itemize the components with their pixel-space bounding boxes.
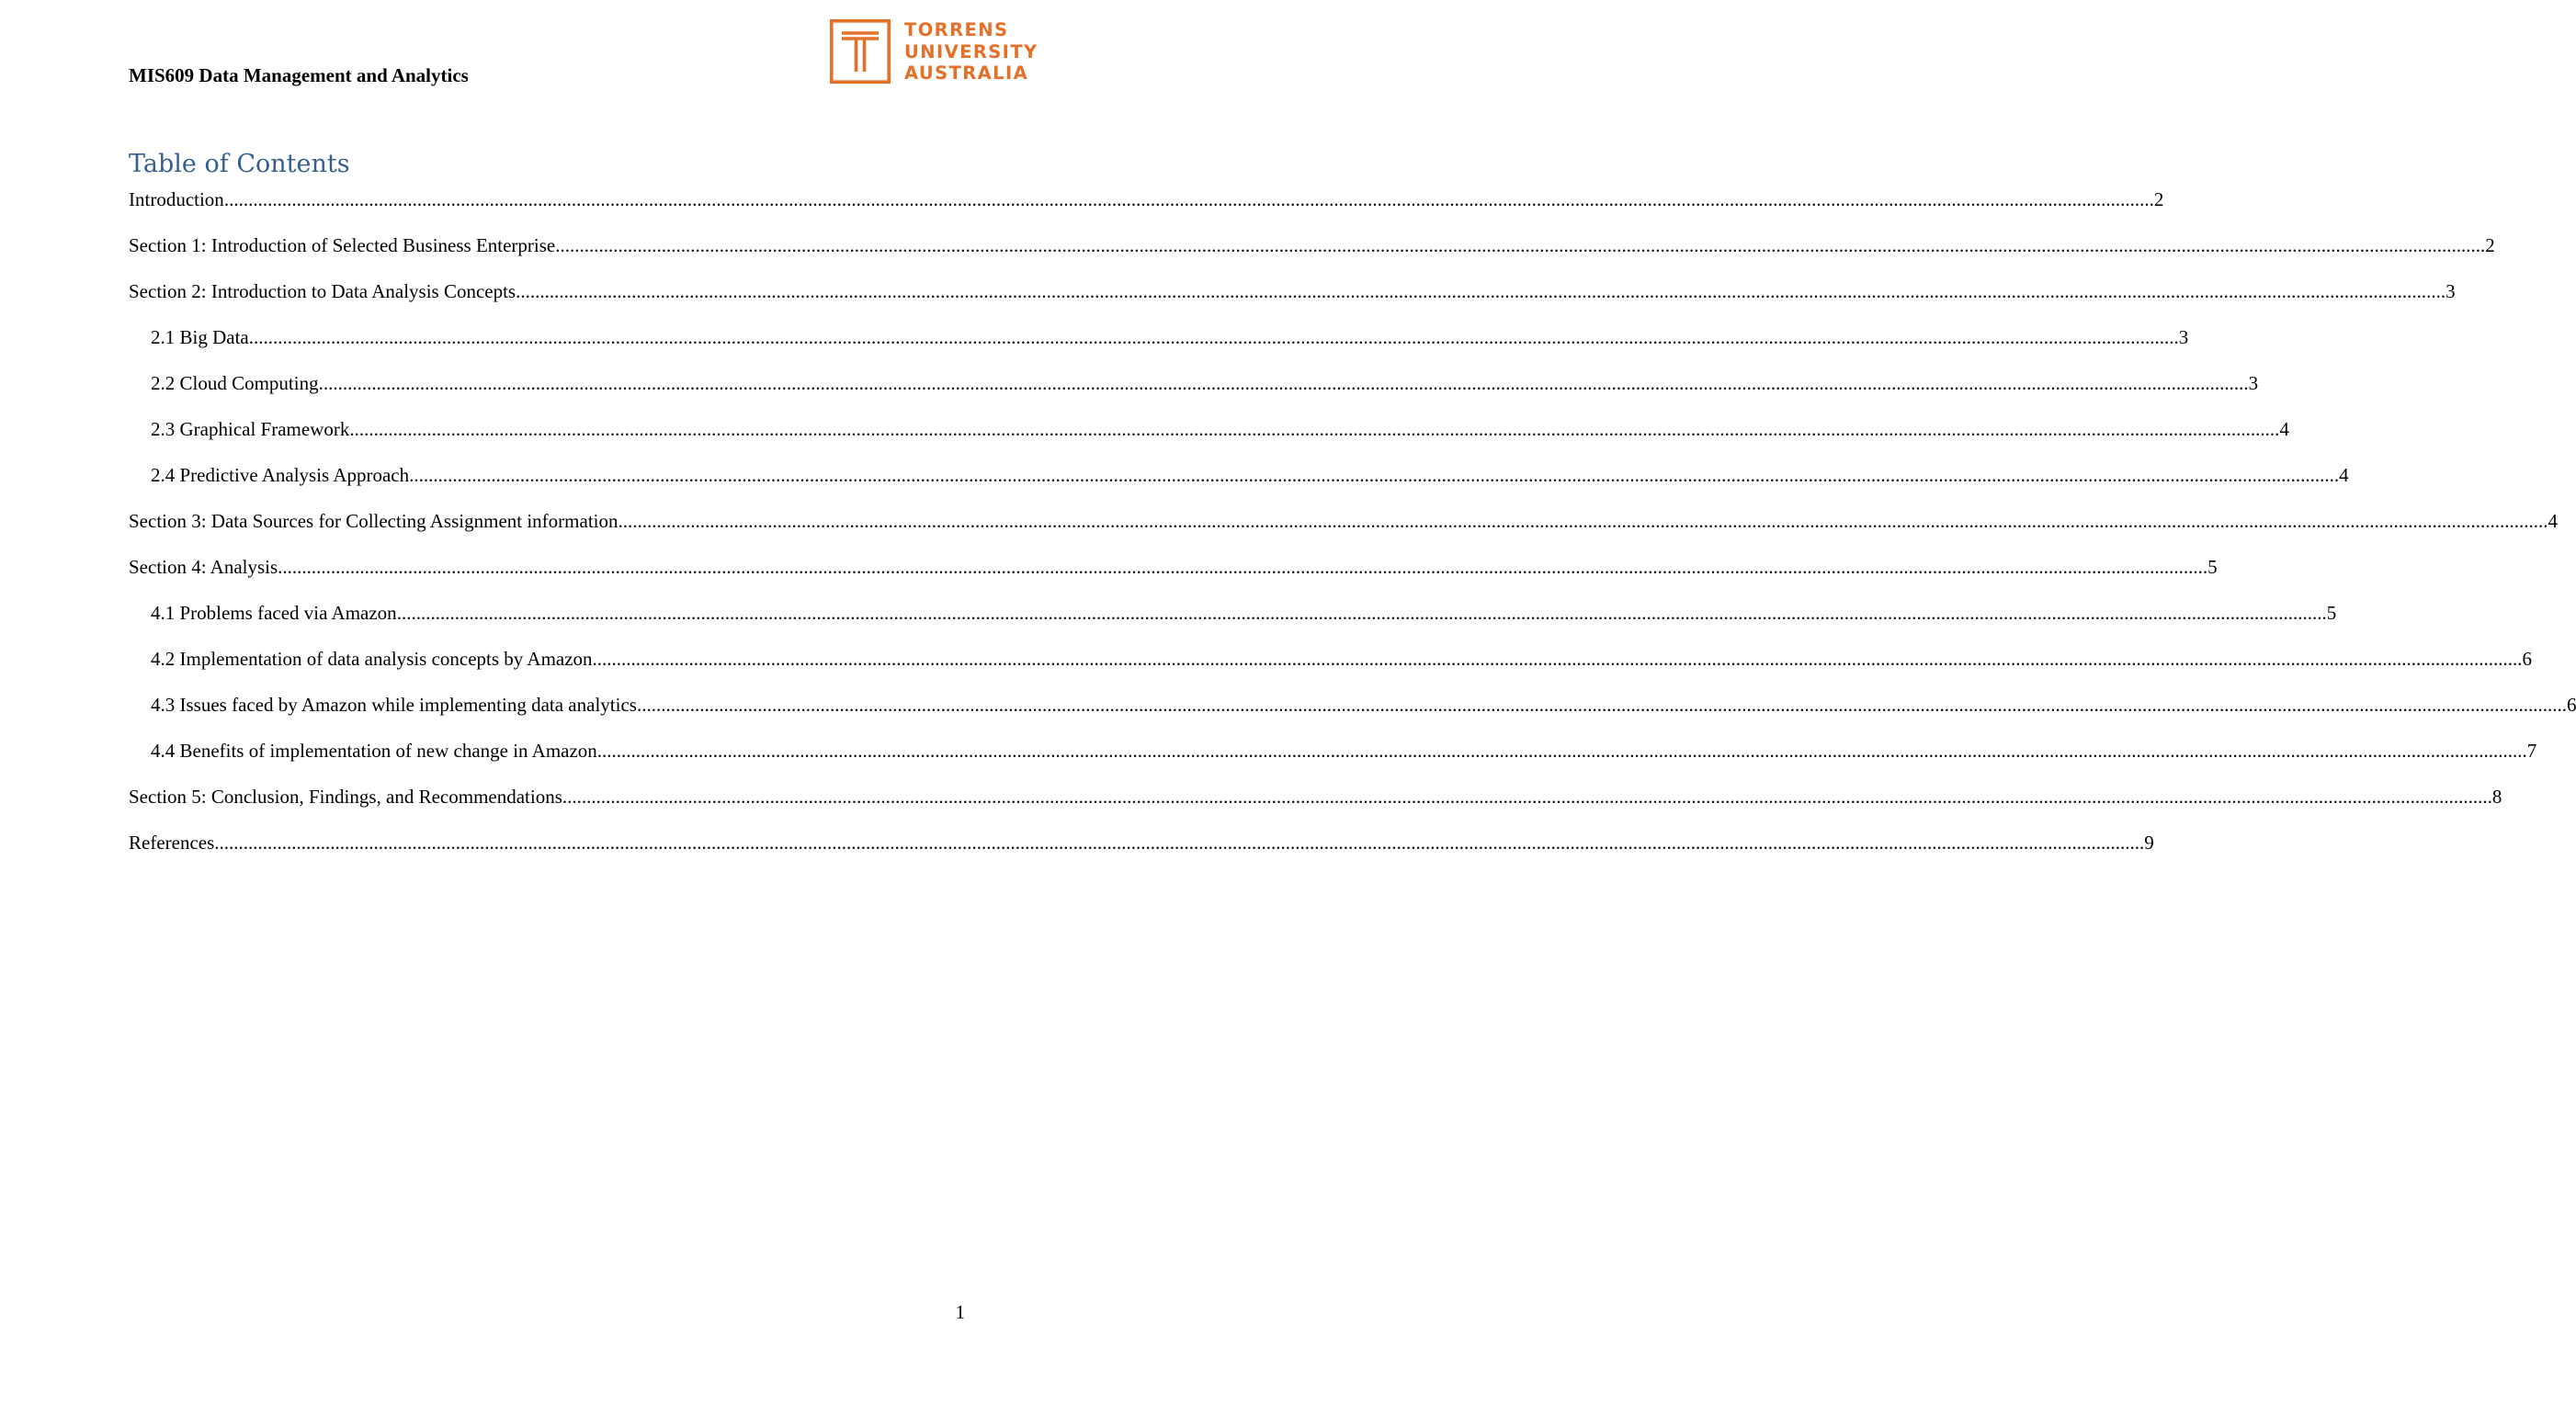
toc-entry-label: 4.1 Problems faced via Amazon [151,602,397,624]
toc-dot-leader: ................................................................................................................................................................................................................................................................................................................................................................................................................ [562,786,2492,808]
toc-entry[interactable] [129,415,2289,461]
toc-entry-label: 4.2 Implementation of data analysis concepts by Amazon [151,648,593,670]
toc-entry-page: 6 [2522,648,2533,670]
toc-dot-leader: ................................................................................................................................................................................................................................................................................................................................................................................................................ [248,326,2179,348]
toc-entry[interactable] [129,737,2537,783]
toc-entry[interactable] [129,277,2456,323]
toc-entry-page: 2 [2485,234,2495,256]
toc-entry-label: Section 1: Introduction of Selected Business Enterprise [129,234,556,256]
toc-dot-leader: ................................................................................................................................................................................................................................................................................................................................................................................................................ [555,234,2486,256]
running-header-title: MIS609 Data Management and Analytics [129,64,469,86]
toc-entry-label: Section 3: Data Sources for Collecting Assignment information [129,510,618,532]
toc-entry-label: References [129,832,215,854]
page-number: 1 [955,1301,965,1323]
logo-line-australia: AUSTRALIA [904,62,1029,84]
toc-entry[interactable] [129,553,2218,599]
toc-entry[interactable] [129,461,2349,507]
logo-line-university: UNIVERSITY [904,40,1038,62]
toc-entry-page: 3 [2445,280,2456,302]
toc-entry-label: 2.1 Big Data [151,326,249,348]
toc-entry-label: 2.4 Predictive Analysis Approach [151,464,410,486]
toc-entry[interactable] [129,599,2337,645]
toc-entry[interactable] [129,645,2533,691]
toc-entry[interactable] [129,369,2259,415]
toc-entry-label: Section 2: Introduction to Data Analysis Concepts [129,280,516,302]
toc-dot-leader: ................................................................................................................................................................................................................................................................................................................................................................................................................ [618,510,2548,532]
toc-entry-label: Introduction [129,188,224,210]
toc-dot-leader: ................................................................................................................................................................................................................................................................................................................................................................................................................ [278,556,2208,578]
toc-entry-label: Section 5: Conclusion, Findings, and Recommendations [129,786,562,808]
toc-entry[interactable] [129,829,2154,875]
table-of-contents [129,186,2576,875]
toc-entry-page: 4 [2339,464,2349,486]
toc-entry-page: 5 [2207,556,2218,578]
toc-entry-page: 3 [2248,372,2259,394]
toc-dot-leader: ................................................................................................................................................................................................................................................................................................................................................................................................................ [409,464,2340,486]
toc-entry[interactable] [129,186,2164,232]
torrens-t-logo-icon [830,19,891,84]
logo-wordmark [904,19,1038,85]
toc-entry-page: 5 [2326,602,2337,624]
toc-dot-leader: ................................................................................................................................................................................................................................................................................................................................................................................................................ [214,832,2145,854]
toc-entry[interactable] [129,691,2576,737]
toc-entry-page: 9 [2144,832,2154,854]
toc-dot-leader: ................................................................................................................................................................................................................................................................................................................................................................................................................ [596,740,2527,762]
toc-heading: Table of Contents [129,150,350,178]
toc-entry-page: 8 [2491,786,2502,808]
toc-entry-page: 7 [2526,740,2537,762]
university-logo [830,19,1050,85]
toc-entry-label: 2.2 Cloud Computing [151,372,319,394]
toc-entry[interactable] [129,507,2558,553]
toc-dot-leader: ................................................................................................................................................................................................................................................................................................................................................................................................................ [636,694,2567,716]
toc-entry-page: 6 [2566,694,2576,716]
toc-entry[interactable] [129,323,2189,369]
toc-entry-page: 2 [2153,188,2164,210]
toc-dot-leader: ................................................................................................................................................................................................................................................................................................................................................................................................................ [516,280,2446,302]
toc-entry-label: 4.4 Benefits of implementation of new change in Amazon [151,740,597,762]
toc-entry-label: 2.3 Graphical Framework [151,418,350,440]
toc-entry[interactable] [129,232,2495,277]
toc-dot-leader: ................................................................................................................................................................................................................................................................................................................................................................................................................ [592,648,2523,670]
toc-entry-page: 4 [2279,418,2289,440]
toc-entry-page: 3 [2178,326,2189,348]
toc-entry-label: Section 4: Analysis [129,556,278,578]
toc-entry-page: 4 [2548,510,2558,532]
toc-dot-leader: ................................................................................................................................................................................................................................................................................................................................................................................................................ [318,372,2249,394]
toc-dot-leader: ................................................................................................................................................................................................................................................................................................................................................................................................................ [223,188,2154,210]
toc-dot-leader: ................................................................................................................................................................................................................................................................................................................................................................................................................ [349,418,2280,440]
toc-dot-leader: ................................................................................................................................................................................................................................................................................................................................................................................................................ [396,602,2327,624]
toc-entry[interactable] [129,783,2502,829]
toc-entry-label: 4.3 Issues faced by Amazon while implementing data analytics [151,694,637,716]
logo-line-torrens: TORRENS [904,19,1009,40]
